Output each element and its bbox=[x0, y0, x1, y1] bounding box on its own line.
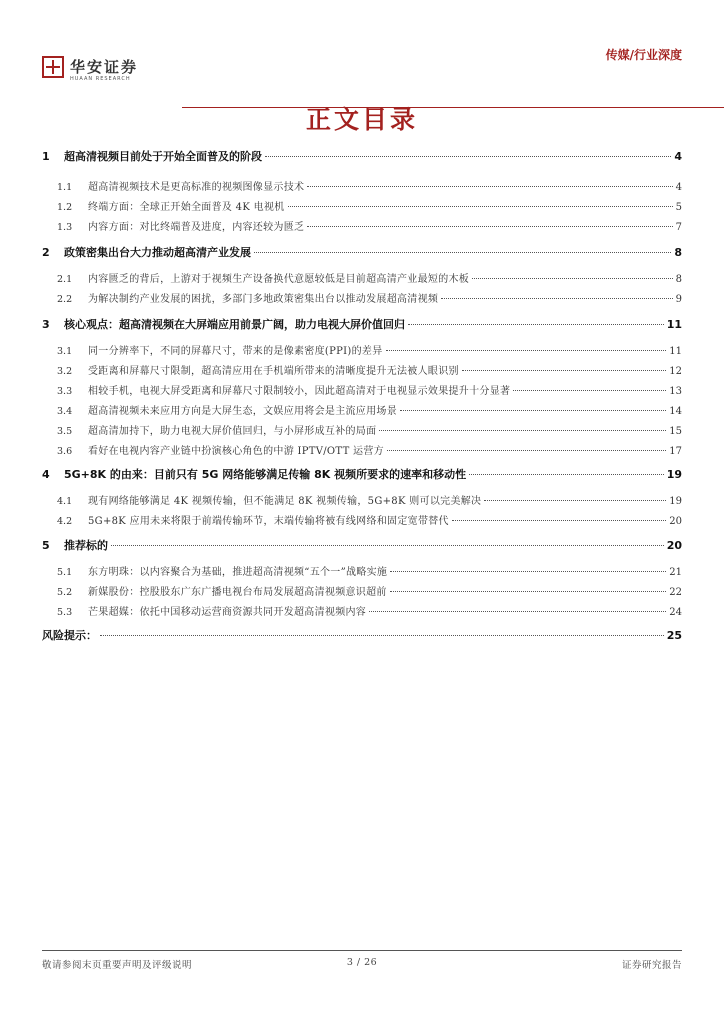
toc-page-number: 21 bbox=[669, 567, 682, 578]
toc-subsection-row[interactable] bbox=[42, 563, 682, 578]
toc-subsection-row[interactable] bbox=[42, 492, 682, 507]
toc-title: 风险提示： bbox=[42, 629, 97, 642]
toc-title: 相较手机，电视大屏受距离和屏幕尺寸限制较小，因此超高清对于电视显示效果提升十分显著 bbox=[88, 386, 511, 397]
toc-subsection-row[interactable] bbox=[42, 422, 682, 437]
toc-page-number: 25 bbox=[666, 629, 682, 642]
toc-page-number: 12 bbox=[669, 366, 682, 377]
toc-dot-leader bbox=[111, 545, 664, 546]
toc-subsection-row[interactable] bbox=[42, 342, 682, 357]
toc-page-number: 4 bbox=[674, 150, 682, 163]
toc-dot-leader bbox=[408, 324, 664, 325]
footer-disclaimer: 敬请参阅末页重要声明及评级说明 bbox=[42, 960, 193, 971]
toc-title: 超高清视频未来应用方向是大屏生态，文娱应用将会是主流应用场景 bbox=[88, 406, 397, 417]
report-type: 证券研究报告 bbox=[621, 960, 682, 971]
toc-subsection-row[interactable] bbox=[42, 290, 682, 305]
toc-number: 5.2 bbox=[57, 587, 73, 598]
toc-title: 东方明珠：以内容聚合为基础，推进超高清视频“五个一”战略实施 bbox=[88, 567, 388, 578]
huaan-logo-icon bbox=[42, 56, 64, 78]
toc-page-number: 24 bbox=[669, 607, 682, 618]
toc-title: 同一分辨率下，不同的屏幕尺寸，带来的是像素密度(PPI)的差异 bbox=[88, 346, 383, 357]
toc-page-number: 19 bbox=[666, 468, 682, 481]
toc-title: 看好在电视内容产业链中扮演核心角色的中游 IPTV/OTT 运营方 bbox=[88, 446, 384, 457]
toc-title: 内容匮乏的背后，上游对于视频生产设备换代意愿较低是目前超高清产业最短的木板 bbox=[88, 274, 470, 285]
toc-subsection-row[interactable] bbox=[42, 198, 682, 213]
toc-dot-leader bbox=[390, 571, 666, 572]
toc-number: 3.6 bbox=[57, 446, 73, 457]
toc-title: 超高清视频目前处于开始全面普及的阶段 bbox=[64, 150, 262, 163]
toc-number: 3.4 bbox=[57, 406, 73, 417]
toc-title: 政策密集出台大力推动超高清产业发展 bbox=[64, 246, 251, 259]
toc-dot-leader bbox=[513, 390, 666, 391]
toc-page-number: 5 bbox=[675, 202, 682, 213]
toc-section-row[interactable] bbox=[42, 244, 682, 260]
page-header bbox=[42, 40, 682, 86]
toc-page-number: 9 bbox=[675, 294, 682, 305]
toc-section-row[interactable] bbox=[42, 148, 682, 164]
toc-number: 3.5 bbox=[57, 426, 73, 437]
logo-name: 华安证券 bbox=[70, 58, 139, 76]
toc-title: 现有网络能够满足 4K 视频传输，但不能满足 8K 视频传输，5G+8K 则可以完美解决 bbox=[88, 496, 482, 507]
toc-number: 1.3 bbox=[57, 222, 73, 233]
toc-number: 1.1 bbox=[57, 182, 73, 193]
toc-dot-leader bbox=[386, 350, 667, 351]
footer-divider bbox=[42, 950, 682, 951]
toc-subsection-row[interactable] bbox=[42, 218, 682, 233]
toc-title: 5G+8K 应用未来将限于前端传输环节，末端传输将被有线网络和固定宽带替代 bbox=[88, 516, 449, 527]
toc-dot-leader bbox=[387, 450, 666, 451]
toc-page-number: 19 bbox=[669, 496, 682, 507]
toc-section-row[interactable] bbox=[42, 466, 682, 482]
toc-dot-leader bbox=[288, 206, 673, 207]
toc-page-number: 11 bbox=[669, 346, 682, 357]
toc-page-number: 22 bbox=[669, 587, 682, 598]
toc-subsection-row[interactable] bbox=[42, 178, 682, 193]
toc-dot-leader bbox=[462, 370, 666, 371]
toc-subsection-row[interactable] bbox=[42, 362, 682, 377]
page-title: 正文目录 bbox=[305, 105, 418, 134]
toc-title: 核心观点：超高清视频在大屏端应用前景广阔，助力电视大屏价值回归 bbox=[64, 318, 405, 331]
toc-title: 芒果超媒：依托中国移动运营商资源共同开发超高清视频内容 bbox=[88, 607, 367, 618]
toc-dot-leader bbox=[369, 611, 666, 612]
toc-page-number: 11 bbox=[666, 318, 682, 331]
toc-page-number: 13 bbox=[669, 386, 682, 397]
toc-title: 5G+8K 的由来：目前只有 5G 网络能够满足传输 8K 视频所要求的速率和移动性 bbox=[64, 468, 467, 481]
toc-number: 4.1 bbox=[57, 496, 73, 507]
toc-number: 1 bbox=[42, 150, 50, 163]
toc-page-number: 8 bbox=[675, 274, 682, 285]
toc-dot-leader bbox=[400, 410, 666, 411]
toc-dot-leader bbox=[469, 474, 664, 475]
toc-page-number: 20 bbox=[666, 539, 682, 552]
toc-section-row[interactable] bbox=[42, 537, 682, 553]
toc-section-row[interactable] bbox=[42, 627, 682, 643]
toc-page-number: 14 bbox=[669, 406, 682, 417]
toc-title: 为解决制约产业发展的困扰，多部门多地政策密集出台以推动发展超高清视频 bbox=[88, 294, 439, 305]
toc-number: 5.3 bbox=[57, 607, 73, 618]
toc-section-row[interactable] bbox=[42, 316, 682, 332]
toc-title: 受距离和屏幕尺寸限制，超高清应用在手机端所带来的清晰度提升无法被人眼识别 bbox=[88, 366, 459, 377]
toc-number: 3.2 bbox=[57, 366, 73, 377]
toc-dot-leader bbox=[484, 500, 666, 501]
toc-number: 5 bbox=[42, 539, 50, 552]
toc-title: 推荐标的 bbox=[64, 539, 108, 552]
toc-dot-leader bbox=[307, 226, 672, 227]
toc-number: 5.1 bbox=[57, 567, 73, 578]
toc-dot-leader bbox=[254, 252, 671, 253]
toc-page-number: 8 bbox=[674, 246, 682, 259]
toc-subsection-row[interactable] bbox=[42, 270, 682, 285]
toc-title: 终端方面：全球正开始全面普及 4K 电视机 bbox=[88, 202, 285, 213]
toc-page-number: 15 bbox=[669, 426, 682, 437]
toc-dot-leader bbox=[379, 430, 666, 431]
toc-number: 2.2 bbox=[57, 294, 73, 305]
toc-number: 3.3 bbox=[57, 386, 73, 397]
toc-number: 4.2 bbox=[57, 516, 73, 527]
toc-dot-leader bbox=[452, 520, 666, 521]
toc-dot-leader bbox=[390, 591, 667, 592]
page-number: 3 / 26 bbox=[346, 957, 378, 968]
toc-subsection-row[interactable] bbox=[42, 382, 682, 397]
toc-number: 3 bbox=[42, 318, 50, 331]
toc-subsection-row[interactable] bbox=[42, 603, 682, 618]
toc-number: 1.2 bbox=[57, 202, 73, 213]
toc-subsection-row[interactable] bbox=[42, 512, 682, 527]
toc-page-number: 17 bbox=[669, 446, 682, 457]
toc-subsection-row[interactable] bbox=[42, 583, 682, 598]
toc-page-number: 4 bbox=[675, 182, 682, 193]
toc-dot-leader bbox=[265, 156, 671, 157]
toc-title: 新媒股份：控股股东广东广播电视台布局发展超高清视频意识超前 bbox=[88, 587, 387, 598]
report-category: 传媒/行业深度 bbox=[605, 48, 682, 62]
toc-number: 4 bbox=[42, 468, 50, 481]
toc-number: 2.1 bbox=[57, 274, 73, 285]
toc-dot-leader bbox=[441, 298, 672, 299]
toc-title: 超高清加持下，助力电视大屏价值回归，与小屏形成互补的局面 bbox=[88, 426, 377, 437]
toc-page-number: 20 bbox=[669, 516, 682, 527]
toc-title: 内容方面：对比终端普及进度，内容还较为匮乏 bbox=[88, 222, 305, 233]
toc-dot-leader bbox=[472, 278, 673, 279]
toc-dot-leader bbox=[307, 186, 672, 187]
toc-title: 超高清视频技术是更高标准的视频图像显示技术 bbox=[88, 182, 305, 193]
toc-subsection-row[interactable] bbox=[42, 402, 682, 417]
toc-dot-leader bbox=[100, 635, 664, 636]
toc-page-number: 7 bbox=[675, 222, 682, 233]
toc-number: 3.1 bbox=[57, 346, 73, 357]
toc-number: 2 bbox=[42, 246, 50, 259]
logo-subtitle: HUAAN RESEARCH bbox=[70, 76, 131, 82]
toc-subsection-row[interactable] bbox=[42, 442, 682, 457]
